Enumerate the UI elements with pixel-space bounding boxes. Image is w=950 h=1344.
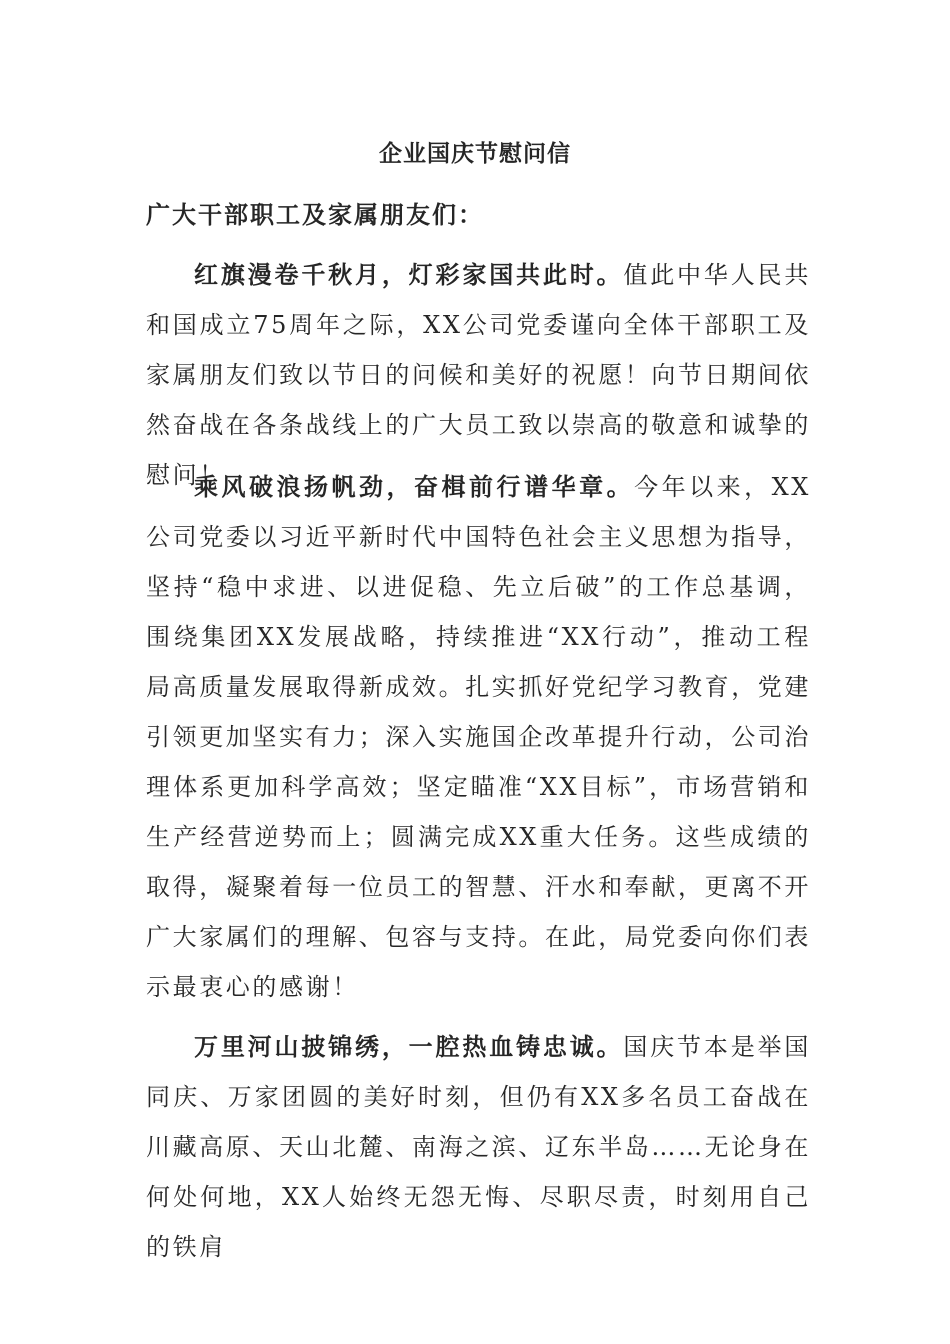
paragraph-3-text: 国庆节本是举国同庆、万家团圆的美好时刻，但仍有XX多名员工奋战在川藏高原、天山北麓、南海之滨、辽东半岛……无论身在何处何地，XX人始终无怨无悔、尽职尽责，时刻用自己的铁肩 xyxy=(146,1033,811,1261)
paragraph-1-text: 值此中华人民共和国成立75周年之际，XX公司党委谨向全体干部职工及家属朋友们致以节日的问候和美好的祝愿！向节日期间依然奋战在各条战线上的广大员工致以崇高的敬意和诚挚的慰问！ xyxy=(146,261,811,489)
letter-title: 企业国庆节慰问信 xyxy=(379,140,571,167)
paragraph-2-text: 今年以来，XX公司党委以习近平新时代中国特色社会主义思想为指导，坚持“稳中求进、以进促稳、先立后破”的工作总基调，围绕集团XX发展战略，持续推进“XX行动”，推动工程局高质量发展取得新成效。扎实抓好党纪学习教育，党建引领更加坚实有力；深入实施国企改革提升行动，公司治理体系更加科学高效；坚定瞄准“XX目标”，市场营销和生产经营逆势而上；圆满完成XX重大任务。这些成绩的取得，凝聚着每一位员工的智慧、汗水和奉献，更离不开广大家属们的理解、包容与支持。在此，局党委向你们表示最衷心的感谢！ xyxy=(146,473,811,1001)
paragraph-3 xyxy=(146,1022,811,1272)
salutation: 广大干部职工及家属朋友们： xyxy=(146,200,484,229)
paragraph-1-lead: 红旗漫卷千秋月，灯彩家国共此时。 xyxy=(194,260,624,289)
paragraph-2-lead: 乘风破浪扬帆劲，奋楫前行谱华章。 xyxy=(194,472,635,501)
paragraph-2 xyxy=(146,462,811,1012)
paragraph-3-lead: 万里河山披锦绣，一腔热血铸忠诚。 xyxy=(194,1032,624,1061)
